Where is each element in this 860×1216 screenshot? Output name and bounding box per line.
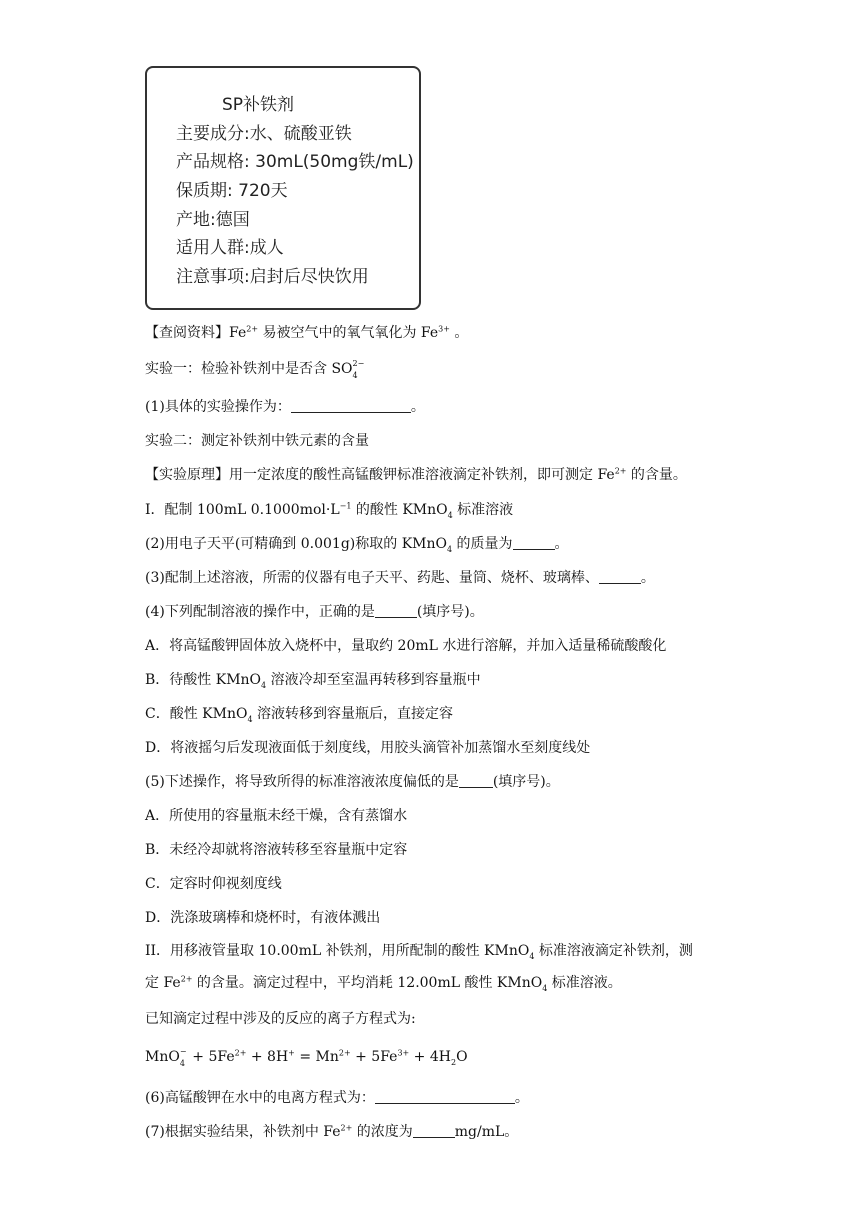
question-5-option-b: B．未经冷却就将溶液转移至容量瓶中定容 [145, 842, 408, 858]
product-label-box [145, 66, 421, 310]
question-4-option-b: B．待酸性 KMnO$_4$ 溶液冷却至室温再转移到容量瓶中 [145, 672, 481, 690]
answer-blank[interactable] [375, 1089, 515, 1104]
question-6: (6)高锰酸钾在水中的电离方程式为： 。 [145, 1090, 529, 1106]
question-5: (5)下述操作，将导致所得的标准溶液浓度偏低的是 (填序号)。 [145, 774, 560, 790]
question-4-option-a: A．将高锰酸钾固体放入烧杯中，量取约 20mL 水进行溶解，并加入适量稀硫酸酸化 [145, 638, 667, 654]
answer-blank[interactable] [291, 398, 411, 413]
answer-blank[interactable] [375, 603, 417, 618]
experiment-2-heading: 实验二：测定补铁剂中铁元素的含量 [145, 433, 369, 449]
experiment-principle: 【实验原理】用一定浓度的酸性高锰酸钾标准溶液滴定补铁剂，即可测定 $Fe^{2+}$ 的含量。 [145, 466, 687, 483]
question-5-option-c: C．定容时仰视刻度线 [145, 876, 282, 892]
product-label-line: 产地:德国 [176, 210, 250, 230]
answer-blank[interactable] [599, 569, 641, 584]
answer-blank[interactable] [513, 535, 555, 550]
question-2: (2)用电子天平(可精确到 0.001g)称取的 KMnO$_4$ 的质量为 。 [145, 536, 569, 554]
answer-blank[interactable] [459, 773, 493, 788]
part-2-text-continued: 定 $Fe^{2+}$ 的含量。滴定过程中，平均消耗 12.00mL 酸性 KMnO$_4$ 标准溶液。 [145, 974, 622, 993]
part-2-text: II．用移液管量取 10.00mL 补铁剂，用所配制的酸性 KMnO$_4$ 标准溶液滴定补铁剂，测 [145, 943, 693, 961]
question-4-option-d: D．将液摇匀后发现液面低于刻度线，用胶头滴管补加蒸馏水至刻度线处 [145, 740, 591, 756]
product-label-line: 主要成分:水、硫酸亚铁 [176, 124, 352, 144]
question-7: (7)根据实验结果，补铁剂中 $Fe^{2+}$ 的浓度为 mg/mL。 [145, 1123, 519, 1140]
part-1-heading: I．配制 100mL $0.1000mol\cdot L^{-1}$ 的酸性 KMnO$_4$ 标准溶液 [145, 501, 514, 520]
experiment-1-heading: 实验一：检验补铁剂中是否含 SO 2− 4 [145, 359, 365, 380]
reference-info: 【查阅资料】$Fe^{2+}$ 易被空气中的氧气氧化为 $Fe^{3+}$ 。 [145, 324, 469, 341]
question-5-option-a: A．所使用的容量瓶未经干燥，含有蒸馏水 [145, 808, 408, 824]
question-4-option-c: C．酸性 KMnO$_4$ 溶液转移到容量瓶后，直接定容 [145, 706, 453, 724]
question-1: (1)具体的实验操作为： 。 [145, 399, 425, 415]
question-3: (3)配制上述溶液，所需的仪器有电子天平、药匙、量筒、烧杯、玻璃棒、 。 [145, 570, 655, 586]
product-label-line: 产品规格: 30mL(50mg铁/mL) [176, 152, 414, 172]
answer-blank[interactable] [413, 1123, 455, 1138]
product-label-line: 保质期: 720天 [176, 181, 288, 201]
question-5-option-d: D．洗涤玻璃棒和烧杯时，有液体溅出 [145, 910, 381, 926]
product-label-line: 适用人群:成人 [176, 238, 284, 258]
known-reaction-intro: 已知滴定过程中涉及的反应的离子方程式为: [145, 1011, 416, 1027]
question-4: (4)下列配制溶液的操作中，正确的是 (填序号)。 [145, 604, 484, 620]
product-label-line: 注意事项:启封后尽快饮用 [176, 267, 369, 287]
ionic-equation: MnO − 4 + $5Fe^{2+} + 8H^+ = Mn^{2+} + 5Fe^{3+} + 4H_2O$ [145, 1047, 468, 1068]
product-label-title: SP补铁剂 [222, 95, 295, 115]
